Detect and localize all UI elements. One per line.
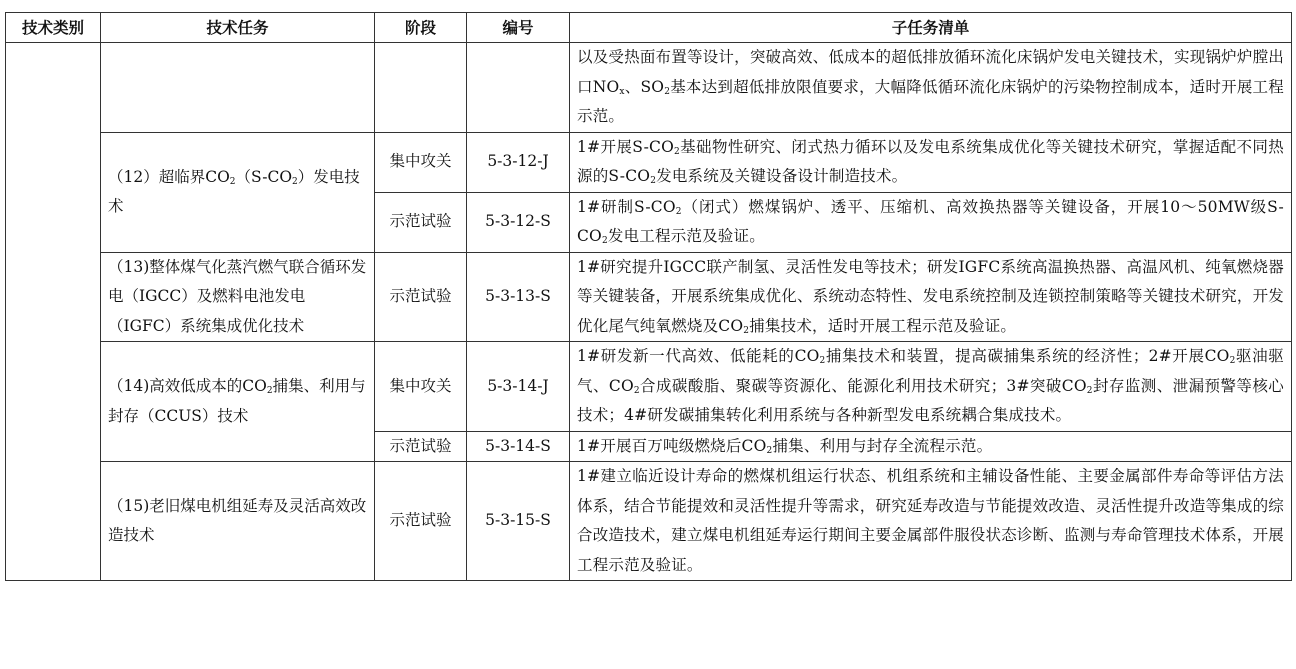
code-cell: 5-3-12-S: [467, 192, 570, 252]
code-cell: 5-3-15-S: [467, 462, 570, 581]
table-row: [6, 132, 1292, 192]
task-table: [5, 12, 1292, 581]
task-cell: [101, 43, 375, 133]
subtask-cell: 1#研制$S-CO_2$（闭式）燃煤锅炉、透平、压缩机、高效换热器等关键设备，开展10～50MW级$S-CO_2$发电工程示范及验证。: [570, 192, 1292, 252]
header-subtasks: 子任务清单: [570, 13, 1292, 43]
subtask-cell: 1#研发新一代高效、低能耗的$CO_2$捕集技术和装置，提高碳捕集系统的经济性；2#开展$CO_2$驱油驱气、$CO_2$合成碳酸脂、聚碳等资源化、能源化利用技术研究；3#突破$CO_2$封存监测、泄漏预警等核心技术；4#研发碳捕集转化利用系统与各种新型发电系统耦合集成技术。: [570, 342, 1292, 432]
code-cell: 5-3-13-S: [467, 252, 570, 342]
header-stage: 阶段: [375, 13, 467, 43]
header-category: 技术类别: [6, 13, 101, 43]
stage-cell: 示范试验: [375, 192, 467, 252]
table-row: [6, 462, 1292, 581]
code-cell: 5-3-14-J: [467, 342, 570, 432]
table-row: [6, 342, 1292, 432]
stage-cell: 集中攻关: [375, 342, 467, 432]
code-cell: 5-3-14-S: [467, 431, 570, 462]
table-header-row: [6, 13, 1292, 43]
task-cell: （15)老旧煤电机组延寿及灵活高效改造技术: [101, 462, 375, 581]
stage-cell: 示范试验: [375, 431, 467, 462]
header-task: 技术任务: [101, 13, 375, 43]
header-code: 编号: [467, 13, 570, 43]
task-cell: （14)高效低成本的$CO_2$捕集、利用与封存（CCUS）技术: [101, 342, 375, 462]
subtask-cell: 以及受热面布置等设计，突破高效、低成本的超低排放循环流化床锅炉发电关键技术，实现锅炉炉膛出口$NO_x$、$SO_2$基本达到超低排放限值要求，大幅降低循环流化床锅炉的污染物控制成本，适时开展工程示范。: [570, 43, 1292, 133]
table-row: [6, 43, 1292, 133]
task-cell: （12）超临界$CO_2(S-CO_2)$发电技术: [101, 132, 375, 252]
code-cell: 5-3-12-J: [467, 132, 570, 192]
stage-cell: 示范试验: [375, 252, 467, 342]
subtask-cell: 1#开展百万吨级燃烧后$CO_2$捕集、利用与封存全流程示范。: [570, 431, 1292, 462]
subtask-cell: 1#建立临近设计寿命的燃煤机组运行状态、机组系统和主辅设备性能、主要金属部件寿命等评估方法体系，结合节能提效和灵活性提升等需求，研究延寿改造与节能提效改造、灵活性提升改造等集成的综合改造技术，建立煤电机组延寿运行期间主要金属部件服役状态诊断、监测与寿命管理技术体系，开展工程示范及验证。: [570, 462, 1292, 581]
task-cell: （13)整体煤气化蒸汽燃气联合循环发电（IGCC）及燃料电池发电（IGFC）系统集成优化技术: [101, 252, 375, 342]
table-row: [6, 252, 1292, 342]
stage-cell: [375, 43, 467, 133]
code-cell: [467, 43, 570, 133]
subtask-cell: 1#开展$S-CO_2$基础物性研究、闭式热力循环以及发电系统集成优化等关键技术研究，掌握适配不同热源的$S-CO_2$发电系统及关键设备设计制造技术。: [570, 132, 1292, 192]
stage-cell: 示范试验: [375, 462, 467, 581]
stage-cell: 集中攻关: [375, 132, 467, 192]
subtask-cell: 1#研究提升IGCC联产制氢、灵活性发电等技术；研发IGFC系统高温换热器、高温风机、纯氧燃烧器等关键装备，开展系统集成优化、系统动态特性、发电系统控制及连锁控制策略等关键技术研究，开发优化尾气纯氧燃烧及$CO_2$捕集技术，适时开展工程示范及验证。: [570, 252, 1292, 342]
category-cell: [6, 43, 101, 581]
